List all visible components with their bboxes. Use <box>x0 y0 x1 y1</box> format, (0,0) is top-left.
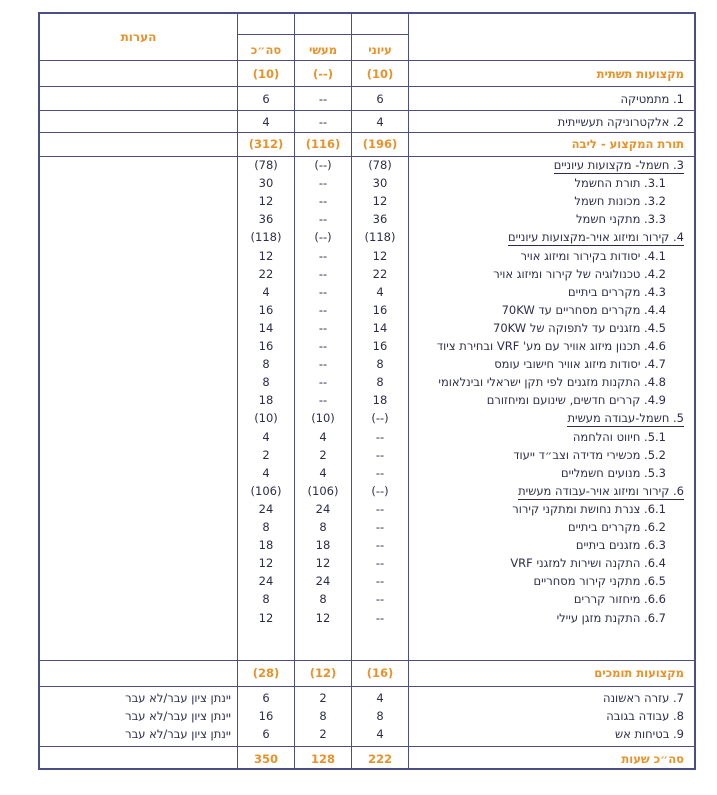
main-row-total: 12 <box>258 556 274 570</box>
main-row-theory: 36 <box>372 212 388 226</box>
main-row-label: 4.4. מקררים מסחריים עד 70KW <box>501 303 666 317</box>
main-row-total: 8 <box>262 520 270 534</box>
row-math-total: 6 <box>262 92 270 106</box>
section-main-practical: (116) <box>305 137 341 151</box>
main-row-theory: (78) <box>368 158 392 172</box>
row-line <box>40 60 694 61</box>
main-row-total: 24 <box>258 502 274 516</box>
main-row-practical: 8 <box>319 592 327 606</box>
main-row-practical: (--) <box>314 158 332 172</box>
main-row-label: 4.1. יסודות בקירור ומיזוג אויר <box>520 249 666 263</box>
row-electronics-total: 4 <box>262 115 270 129</box>
main-row-total: 16 <box>258 339 274 353</box>
main-row-label: 4.6. תכנון מיזוג אוויר עם מע' VRF ובחירת ציוד <box>436 339 666 353</box>
main-row-total: 12 <box>258 194 274 208</box>
main-row-label: 6.6. מיחזור קררים <box>573 592 666 606</box>
hours-table <box>38 12 696 770</box>
main-row-total: 30 <box>258 176 274 190</box>
main-row-total: 12 <box>258 611 274 625</box>
row-math-practical: -- <box>318 92 328 106</box>
section-sum-practical: 128 <box>310 752 335 766</box>
row-line <box>40 86 694 87</box>
main-group-label-text: 3. חשמל- מקצועות עיוניים <box>553 158 684 172</box>
col-divider-theory <box>408 14 409 768</box>
main-row-theory: -- <box>375 502 385 516</box>
main-row-practical: -- <box>318 267 328 281</box>
main-row-theory: 22 <box>372 267 388 281</box>
row-math-theory: 6 <box>376 92 384 106</box>
row-line <box>40 660 694 661</box>
support-row-note: יינתן ציון עבר/לא עבר <box>125 727 231 741</box>
main-row-total: 22 <box>258 267 274 281</box>
main-row-label: 5.1. חיווט והלחמה <box>572 430 666 444</box>
main-row-total: 12 <box>258 249 274 263</box>
main-row-theory: 4 <box>376 285 384 299</box>
main-row-total: 4 <box>262 466 270 480</box>
section-main-theory: (196) <box>362 137 398 151</box>
main-row-theory: 12 <box>372 249 388 263</box>
support-row-theory: 8 <box>376 709 384 723</box>
main-row-theory: (--) <box>371 484 389 498</box>
main-row-practical: -- <box>318 339 328 353</box>
main-row-practical: 12 <box>315 611 331 625</box>
main-row-practical: -- <box>318 303 328 317</box>
main-row-theory: 14 <box>372 321 388 335</box>
main-row-total: 8 <box>262 592 270 606</box>
main-row-total: (106) <box>250 484 282 498</box>
main-row-theory: 16 <box>372 303 388 317</box>
main-row-practical: 4 <box>319 466 327 480</box>
header-inner-line <box>238 34 408 35</box>
main-row-label: 5.3. מנועים חשמליים <box>561 466 666 480</box>
section-sum-total: 350 <box>253 752 278 766</box>
main-row-total: 16 <box>258 303 274 317</box>
main-group-label <box>404 484 684 498</box>
main-row-theory: (--) <box>371 411 389 425</box>
main-row-label: 6.4. התקנה ושירות למזגני VRF <box>510 556 666 570</box>
support-row-theory: 4 <box>376 727 384 741</box>
support-row-label: 8. עבודה בגובה <box>606 709 684 723</box>
section-basic-theory: (10) <box>366 67 394 81</box>
main-group-label <box>404 230 684 244</box>
support-row-label: 9. בטיחות אש <box>614 727 684 741</box>
section-main-label: תורת המקצוע - ליבה <box>571 137 684 151</box>
section-sum-label: סה״כ שעות <box>621 752 684 766</box>
main-row-label: 4.7. יסודות מיזוג אוויר חישובי עומס <box>494 357 666 371</box>
main-row-practical: 24 <box>315 574 331 588</box>
header-practical: מעשי <box>308 43 338 57</box>
main-row-theory: -- <box>375 611 385 625</box>
main-row-theory: -- <box>375 592 385 606</box>
main-row-practical: 8 <box>319 520 327 534</box>
main-row-total: 18 <box>258 393 274 407</box>
row-line <box>40 686 694 687</box>
row-electronics-practical: -- <box>318 115 328 129</box>
main-row-total: (10) <box>254 411 278 425</box>
header-notes: הערות <box>120 30 157 44</box>
main-row-label: 5.2. מכשירי מדידה וצב״ד ייעוד <box>513 448 666 462</box>
main-row-label: 6.1. צנרת נחושת ומתקני קירור <box>512 502 666 516</box>
main-row-label: 4.9. קררים חדשים, שינועם ומיחזורם <box>486 393 666 407</box>
section-basic-label: מקצועות תשתית <box>596 67 684 81</box>
main-row-theory: -- <box>375 520 385 534</box>
main-row-theory: 8 <box>376 357 384 371</box>
main-row-theory: -- <box>375 448 385 462</box>
section-support-label: מקצועות תומכים <box>594 666 684 680</box>
main-row-total: 36 <box>258 212 274 226</box>
support-row-total: 6 <box>262 727 270 741</box>
main-row-total: (78) <box>254 158 278 172</box>
main-row-theory: -- <box>375 466 385 480</box>
main-group-label-text: 6. קירור ומיזוג אויר-עבודה מעשית <box>518 484 684 498</box>
main-row-label: 3.3. מתקני חשמל <box>576 212 666 226</box>
main-row-label: 6.5. מתקני קירור מסחריים <box>533 574 666 588</box>
main-row-theory: 30 <box>372 176 388 190</box>
main-row-theory: 12 <box>372 194 388 208</box>
main-row-total: 4 <box>262 285 270 299</box>
support-row-label: 7. עזרה ראשונה <box>602 691 684 705</box>
section-sum-theory: 222 <box>367 752 392 766</box>
header-theory: עיוני <box>368 43 392 57</box>
main-group-label <box>404 158 684 172</box>
row-line <box>40 746 694 747</box>
support-row-practical: 2 <box>319 691 327 705</box>
main-row-practical: -- <box>318 285 328 299</box>
main-row-total: 8 <box>262 375 270 389</box>
section-support-total: (28) <box>252 666 280 680</box>
main-row-total: 18 <box>258 538 274 552</box>
row-electronics-theory: 4 <box>376 115 384 129</box>
main-row-theory: -- <box>375 430 385 444</box>
main-row-total: 8 <box>262 357 270 371</box>
main-group-label <box>404 411 684 425</box>
main-row-label: 3.2. מכונות חשמל <box>574 194 666 208</box>
main-row-label: 3.1. תורת החשמל <box>574 176 666 190</box>
section-support-practical: (12) <box>309 666 337 680</box>
main-row-label: 4.5. מזגנים עד לתפוקה של 70KW <box>493 321 666 335</box>
main-row-practical: 12 <box>315 556 331 570</box>
support-row-total: 6 <box>262 691 270 705</box>
support-row-practical: 8 <box>319 709 327 723</box>
section-basic-practical: (--) <box>312 67 334 81</box>
support-row-total: 16 <box>258 709 274 723</box>
main-row-total: 24 <box>258 574 274 588</box>
row-line <box>40 110 694 111</box>
main-row-practical: -- <box>318 249 328 263</box>
main-row-practical: (106) <box>307 484 339 498</box>
main-group-label-text: 5. חשמל-עבודה מעשית <box>567 411 684 425</box>
main-row-total: 2 <box>262 448 270 462</box>
main-row-practical: (--) <box>314 230 332 244</box>
main-row-label: 4.3. מקררים ביתיים <box>568 285 666 299</box>
row-math-label: 1. מתמטיקה <box>620 92 684 106</box>
main-row-theory: -- <box>375 556 385 570</box>
main-row-practical: -- <box>318 176 328 190</box>
section-support-theory: (16) <box>366 666 394 680</box>
main-row-practical: 4 <box>319 430 327 444</box>
main-row-practical: -- <box>318 375 328 389</box>
main-row-label: 4.8. התקנות מזגנים לפי תקן ישראלי ובינלאומי <box>438 375 666 389</box>
main-row-practical: (10) <box>311 411 335 425</box>
main-row-theory: (118) <box>364 230 396 244</box>
main-row-practical: -- <box>318 393 328 407</box>
main-row-label: 6.7. התקנת מזגן עיילי <box>556 611 666 625</box>
main-row-practical: 2 <box>319 448 327 462</box>
support-row-note: יינתן ציון עבר/לא עבר <box>125 709 231 723</box>
section-main-total: (312) <box>248 137 284 151</box>
section-basic-total: (10) <box>252 67 280 81</box>
main-row-label: 6.3. מזגנים ביתיים <box>575 538 666 552</box>
main-row-theory: 18 <box>372 393 388 407</box>
main-row-total: 4 <box>262 430 270 444</box>
main-row-total: 14 <box>258 321 274 335</box>
main-row-theory: -- <box>375 538 385 552</box>
main-row-theory: 8 <box>376 375 384 389</box>
main-row-practical: -- <box>318 357 328 371</box>
header-total: סה״כ <box>250 43 282 57</box>
support-row-theory: 4 <box>376 691 384 705</box>
main-row-label: 4.2. טכנולוגיה של קירור ומיזוג אויר <box>493 267 666 281</box>
support-row-note: יינתן ציון עבר/לא עבר <box>125 691 231 705</box>
main-row-theory: -- <box>375 574 385 588</box>
main-row-practical: 24 <box>315 502 331 516</box>
row-electronics-label: 2. אלקטרוניקה תעשייתית <box>557 115 684 129</box>
main-row-practical: 18 <box>315 538 331 552</box>
main-row-total: (118) <box>250 230 282 244</box>
main-row-practical: -- <box>318 321 328 335</box>
main-row-practical: -- <box>318 194 328 208</box>
main-row-label: 6.2. מקררים ביתיים <box>568 520 666 534</box>
row-line <box>40 132 694 133</box>
main-row-theory: 16 <box>372 339 388 353</box>
row-line <box>40 156 694 157</box>
support-row-practical: 2 <box>319 727 327 741</box>
main-row-practical: -- <box>318 212 328 226</box>
main-group-label-text: 4. קירור ומיזוג אויר-מקצועות עיוניים <box>508 230 684 244</box>
